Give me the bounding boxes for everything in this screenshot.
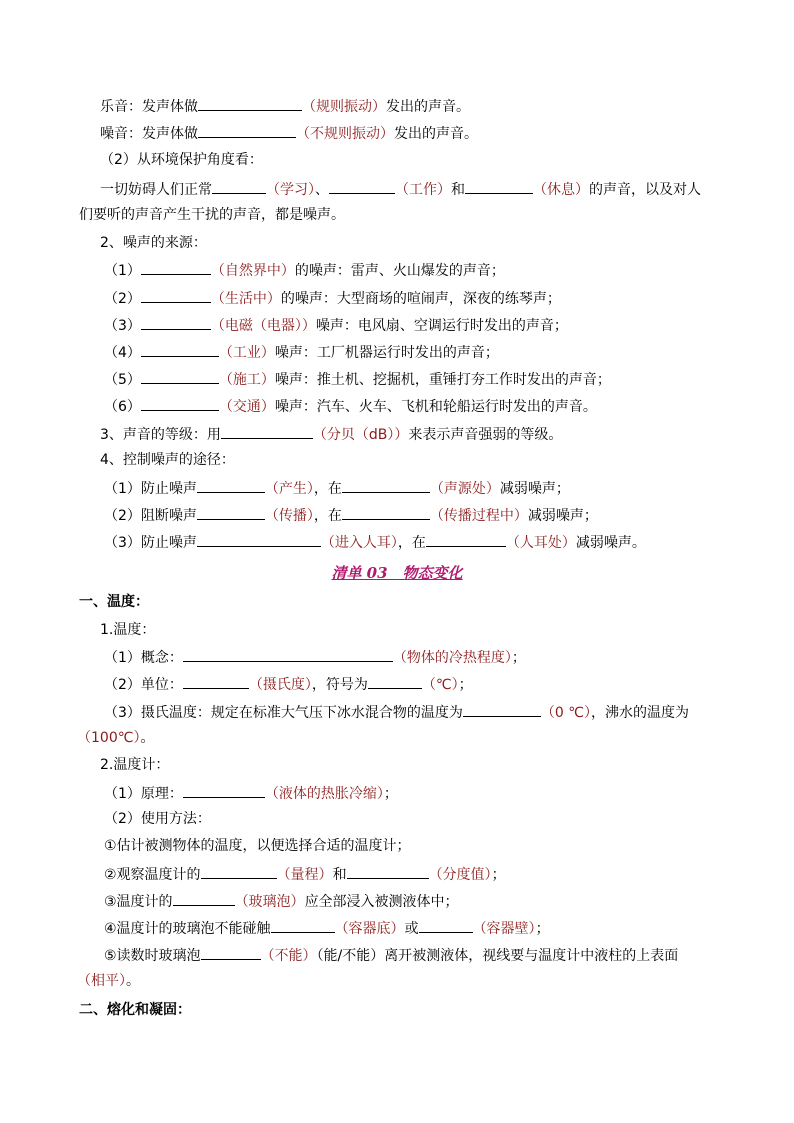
text: （3） (104, 318, 141, 334)
answer-blank (183, 646, 393, 662)
answer-blank (271, 917, 335, 933)
text: （5） (104, 372, 141, 388)
text: 3、声音的等级：用 (100, 427, 221, 443)
heading-text: 二、熔化和凝固： (79, 1002, 191, 1018)
text-line (0, 971, 794, 991)
text-line (0, 944, 794, 966)
answer-text: （生活中） (210, 291, 281, 307)
text: ③温度计的 (104, 894, 173, 910)
text-line (0, 95, 794, 117)
heading-text: 一、温度： (79, 594, 149, 610)
text-line (0, 122, 794, 144)
text: 应全部浸入被测液体中； (304, 894, 459, 910)
answer-text: （不能） (260, 948, 317, 964)
answer-blank (173, 890, 235, 906)
answer-blank (197, 504, 265, 520)
text: （能/不能）离开被测液体，视线要与温度计中液柱的上表面 (316, 948, 679, 964)
text: （2）从环境保护角度看： (100, 152, 263, 168)
section-title: 清单 03 物态变化 (331, 564, 463, 582)
answer-blank (183, 782, 265, 798)
answer-text: （℃） (421, 677, 459, 693)
text: （4） (104, 345, 141, 361)
text: （2） (104, 291, 141, 307)
answer-text: （100℃） (77, 730, 141, 746)
text: ④温度计的玻璃泡不能碰触 (104, 921, 271, 937)
text: ，在 (313, 481, 342, 497)
answer-text: （工业） (218, 345, 275, 361)
text: ，符号为 (311, 677, 368, 693)
answer-text: （0 ℃） (540, 705, 591, 721)
answer-text: （摄氏度） (248, 677, 312, 693)
text: 噪音：发声体做 (100, 126, 198, 142)
answer-blank (141, 341, 219, 357)
text-line (0, 836, 794, 856)
answer-text: （物体的冷热程度） (392, 650, 512, 666)
text: 和 (451, 182, 465, 198)
answer-blank (465, 178, 533, 194)
text: ①估计被测物体的温度，以便选择合适的温度计； (104, 838, 411, 854)
text: 噪声：汽车、火车、飞机和轮船运行时发出的声音。 (274, 399, 597, 415)
text-line (0, 450, 794, 470)
answer-text: （施工） (218, 372, 275, 388)
answer-text: （量程） (276, 867, 333, 883)
text: 减弱噪声； (499, 481, 570, 497)
text: 的声音，以及对人 (589, 182, 701, 198)
text-line (0, 809, 794, 829)
answer-text: （分贝（dB）） (312, 427, 409, 443)
text: 和 (332, 867, 347, 883)
answer-blank (212, 178, 266, 194)
section-title-line (0, 563, 794, 584)
text: 乐音：发声体做 (100, 99, 198, 115)
answer-blank (201, 944, 261, 960)
text-line (0, 205, 794, 225)
text-line (0, 755, 794, 775)
answer-blank (368, 673, 422, 689)
text: （1）原理： (104, 786, 183, 802)
answer-blank (197, 477, 265, 493)
text: 2.温度计： (100, 757, 170, 773)
text: ，沸水的温度为 (591, 705, 689, 721)
text-line (0, 531, 794, 553)
text: （2）使用方法： (104, 811, 211, 827)
text: 发出的声音。 (394, 126, 478, 142)
text: ，在 (397, 535, 426, 551)
text: 一切妨碍人们正常 (100, 182, 212, 198)
text: 噪声：电风扇、空调运行时发出的声音； (315, 318, 568, 334)
text-line (0, 728, 794, 748)
answer-blank (201, 863, 277, 879)
text: （1） (104, 263, 141, 279)
answer-blank (198, 122, 296, 138)
text: 、 (315, 182, 329, 198)
text-line (0, 917, 794, 939)
text-line (0, 287, 794, 309)
text-line (0, 423, 794, 445)
answer-blank (329, 178, 395, 194)
text: ； (458, 677, 473, 693)
text: 的噪声：大型商场的喧闹声，深夜的练琴声； (280, 291, 561, 307)
answer-text: （产生） (264, 481, 314, 497)
text: ，在 (313, 508, 342, 524)
text-line (0, 314, 794, 336)
text: 。 (140, 730, 155, 746)
text: 们要听的声音产生干扰的声音，都是噪声。 (79, 207, 345, 223)
text: 。 (126, 973, 140, 989)
text: （2）阻断噪声 (104, 508, 197, 524)
text: （3）防止噪声 (104, 535, 197, 551)
text-line (0, 395, 794, 417)
answer-text: （液体的热胀冷缩） (264, 786, 384, 802)
text-line (0, 890, 794, 912)
text-line (0, 782, 794, 804)
text: ②观察温度计的 (104, 867, 201, 883)
text: （3）摄氏温度：规定在标准大气压下冰水混合物的温度为 (104, 705, 463, 721)
text: 1.温度： (100, 622, 156, 638)
text: （1）概念： (104, 650, 183, 666)
answer-blank (141, 314, 211, 330)
text: ； (511, 650, 526, 666)
text: ； (535, 921, 550, 937)
text: 发出的声音。 (386, 99, 470, 115)
answer-blank (141, 259, 211, 275)
text: 减弱噪声； (527, 508, 598, 524)
text-line (0, 477, 794, 499)
answer-blank (197, 531, 321, 547)
answer-blank (342, 504, 430, 520)
answer-blank (141, 287, 211, 303)
answer-text: （声源处） (429, 481, 500, 497)
text-line (0, 673, 794, 695)
answer-text: （自然界中） (210, 263, 295, 279)
answer-text: （玻璃泡） (234, 894, 305, 910)
text: 2、噪声的来源： (100, 235, 207, 251)
text: ⑤读数时玻璃泡 (104, 948, 201, 964)
text-line (0, 150, 794, 170)
text: 或 (404, 921, 419, 937)
text-line (0, 368, 794, 390)
answer-text: （工作） (395, 182, 451, 198)
text: （1）防止噪声 (104, 481, 197, 497)
text: 减弱噪声。 (575, 535, 646, 551)
answer-text: （传播） (264, 508, 314, 524)
answer-blank (419, 917, 473, 933)
answer-text: （进入人耳） (320, 535, 398, 551)
answer-blank (183, 673, 249, 689)
answer-blank (198, 95, 302, 111)
text-line (0, 178, 794, 200)
answer-text: （容器壁） (472, 921, 536, 937)
text: ； (383, 786, 398, 802)
answer-text: （传播过程中） (429, 508, 528, 524)
text: 噪声：推土机、挖掘机，重锤打夯工作时发出的声音； (274, 372, 611, 388)
answer-text: （交通） (218, 399, 275, 415)
answer-blank (347, 863, 429, 879)
text-line (0, 646, 794, 668)
heading-line (0, 592, 794, 612)
text-line (0, 701, 794, 723)
text-line (0, 863, 794, 885)
text-line (0, 504, 794, 526)
answer-text: （休息） (533, 182, 589, 198)
answer-blank (342, 477, 430, 493)
text: 来表示声音强弱的等级。 (408, 427, 563, 443)
text-line (0, 620, 794, 640)
text-line (0, 341, 794, 363)
text: ； (491, 867, 506, 883)
answer-blank (463, 701, 541, 717)
text: 噪声：工厂机器运行时发出的声音； (274, 345, 499, 361)
answer-text: （相平） (77, 973, 126, 989)
answer-blank (141, 395, 219, 411)
answer-text: （不规则振动） (296, 126, 394, 142)
text: 4、控制噪声的途径： (100, 452, 235, 468)
answer-blank (221, 423, 313, 439)
heading-line (0, 1000, 794, 1020)
answer-text: （人耳处） (505, 535, 576, 551)
answer-text: （规则振动） (302, 99, 386, 115)
text: （2）单位： (104, 677, 183, 693)
answer-text: （分度值） (428, 867, 492, 883)
answer-text: （容器底） (334, 921, 405, 937)
text: （6） (104, 399, 141, 415)
text: 的噪声：雷声、火山爆发的声音； (294, 263, 505, 279)
answer-blank (141, 368, 219, 384)
text-line (0, 259, 794, 281)
answer-text: （电磁（电器）） (210, 318, 316, 334)
answer-text: （学习） (266, 182, 315, 198)
text-line (0, 233, 794, 253)
answer-blank (426, 531, 506, 547)
